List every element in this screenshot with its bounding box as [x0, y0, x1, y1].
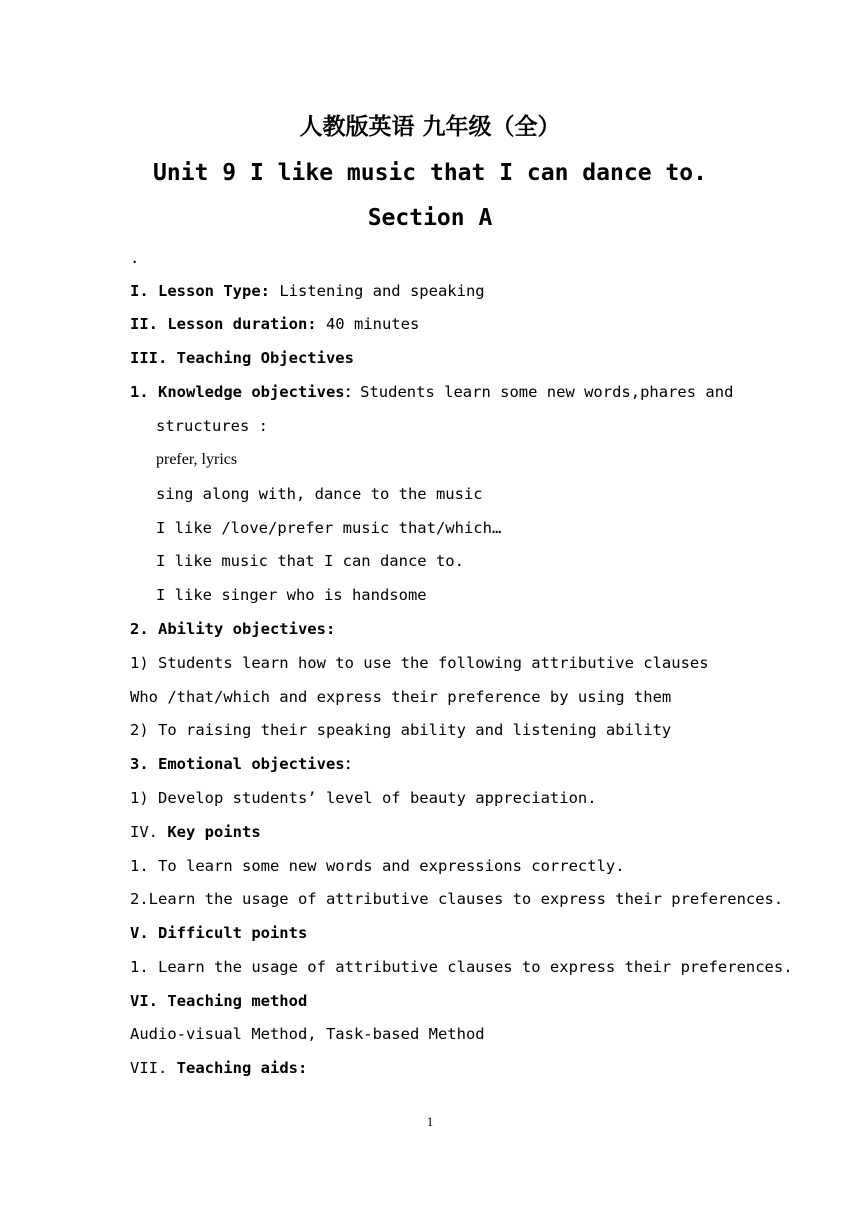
emotional-heading: 3. Emotional objectives：: [130, 755, 361, 773]
duration-value: 40 minutes: [316, 315, 420, 333]
unit-title: Unit 9 I like music that I can dance to.: [153, 160, 707, 186]
teaching-aids-heading: [130, 1058, 307, 1078]
ability-heading: 2. Ability objectives:: [130, 620, 336, 638]
teaching-method-value: Audio-visual Method, Task-based Method: [130, 1025, 485, 1043]
key-points-roman: IV.: [130, 823, 168, 841]
key-points-label: Key points: [167, 823, 261, 841]
knowledge-line: [130, 382, 733, 402]
teaching-method-heading: VI. Teaching method: [130, 992, 308, 1010]
ability-item-1: 1) Students learn how to use the following attributive clauses: [130, 654, 709, 672]
document-title-chinese: 人教版英语 九年级（全）: [299, 114, 561, 140]
new-words: prefer, lyrics: [156, 451, 238, 468]
page-number: 1: [426, 1114, 434, 1129]
lesson-type-line: [130, 281, 485, 301]
phrases: sing along with, dance to the music: [156, 485, 483, 503]
key-point-1: 1. To learn some new words and expressions correctly.: [130, 857, 625, 875]
key-points-heading: [130, 822, 261, 842]
objectives-heading: III. Teaching Objectives: [130, 349, 354, 367]
knowledge-label: 1. Knowledge objectives：: [130, 383, 361, 401]
difficult-points-heading: V. Difficult points: [130, 924, 308, 942]
teaching-aids-label: Teaching aids:: [176, 1059, 308, 1077]
section-title: Section A: [367, 205, 493, 231]
sentence-pattern-2: I like music that I can dance to.: [156, 552, 464, 570]
duration-label: II. Lesson duration:: [130, 315, 317, 333]
sentence-pattern-1: I like /love/prefer music that/which…: [156, 519, 502, 537]
ability-item-2: 2) To raising their speaking ability and listening ability: [130, 721, 672, 739]
teaching-aids-roman: VII.: [130, 1059, 177, 1077]
ability-item-1-continued: Who /that/which and express their preference by using them: [130, 688, 672, 706]
duration-line: [130, 314, 419, 334]
sentence-pattern-3: I like singer who is handsome: [156, 586, 427, 604]
lesson-type-value: Listening and speaking: [269, 282, 485, 300]
stray-dot: .: [130, 249, 140, 267]
difficult-point-1: 1. Learn the usage of attributive clauses to express their preferences.: [130, 958, 793, 976]
key-point-2: 2.Learn the usage of attributive clauses to express their preferences.: [130, 890, 784, 908]
lesson-type-label: I. Lesson Type:: [130, 282, 270, 300]
knowledge-continuation: structures :: [156, 417, 268, 435]
knowledge-value: Students learn some new words,phares and: [360, 383, 734, 401]
emotional-item-1: 1) Develop students’ level of beauty appreciation.: [130, 789, 597, 807]
